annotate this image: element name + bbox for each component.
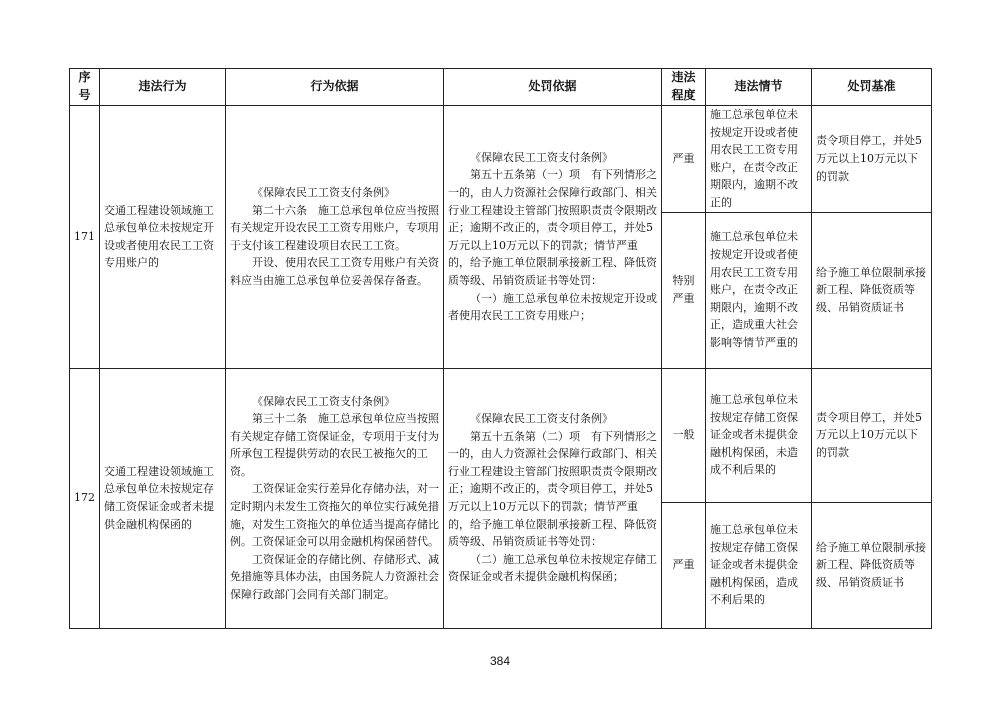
penalty-basis-paragraph: （二）施工总承包单位未按规定存储工资保证金或者未提供金融机构保函； [448, 552, 657, 584]
header-circumstance: 违法情节 [706, 69, 812, 106]
penalty-basis-title: 《保障农民工工资支付条例》 [470, 412, 613, 426]
degree-line2: 严重 [672, 292, 695, 306]
header-degree [662, 69, 706, 106]
basis-cell [226, 106, 444, 369]
degree-cell [662, 212, 706, 368]
penalty-basis-paragraph: （一）施工总承包单位未按规定开设或者使用农民工工资专用账户； [448, 291, 657, 323]
basis-title: 《保障农民工工资支付条例》 [252, 186, 395, 199]
penalty-basis-cell [444, 106, 662, 369]
header-penalty-basis: 处罚依据 [444, 69, 662, 106]
row-number: 171 [70, 106, 100, 369]
degree-line1: 特别 [672, 274, 695, 288]
basis-title: 《保障农民工工资支付条例》 [252, 394, 395, 408]
penalty-table [69, 68, 932, 629]
row-number: 172 [70, 368, 100, 628]
degree-cell: 严重 [662, 502, 706, 628]
standard-cell: 责令项目停工，并处5万元以上10万元以下的罚款 [812, 106, 932, 213]
penalty-basis-paragraph: 第五十五条第（一）项 有下列情形之一的，由人力资源社会保障行政部门、相关行业工程建设主管部门按照职责责令限期改正；逾期不改正的，责令项目停工，并处5万元以上10万元以下的罚款；情节严重的，给予施工单位限制承接新工程、降低资质等级、吊销资质证书等处罚： [448, 168, 657, 287]
degree-cell: 一般 [662, 368, 706, 502]
header-no-line1: 序 [78, 70, 91, 85]
basis-paragraph: 开设、使用农民工工资专用账户有关资料应当由施工总承包单位妥善保存备查。 [230, 256, 439, 287]
basis-paragraph: 工资保证金的存储比例、存储形式、减免措施等具体办法，由国务院人力资源社会保障行政部门会同有关部门制定。 [230, 552, 439, 602]
penalty-basis-paragraph: 第五十五条第（二）项 有下列情形之一的，由人力资源社会保障行政部门、相关行业工程建设主管部门按照职责责令限期改正；逾期不改正的，责令项目停工，并处5万元以上10万元以下的罚款；情节严重的，给予施工单位限制承接新工程、降低资质等级、吊销资质证书等处罚： [448, 429, 657, 549]
circumstance-cell: 施工总承包单位未按规定开设或者使用农民工工资专用账户，在责令改正期限内，逾期不改正的 [706, 106, 812, 213]
penalty-basis-cell [444, 368, 662, 628]
basis-paragraph: 第三十二条 施工总承包单位应当按照有关规定存储工资保证金，专项用于支付为所承包工程提供劳动的农民工被拖欠的工资。 [230, 412, 439, 478]
basis-paragraph: 工资保证金实行差异化存储办法，对一定时期内未发生工资拖欠的单位实行减免措施，对发生工资拖欠的单位适当提高存储比例。工资保证金可以用金融机构保函替代。 [230, 482, 439, 549]
circumstance-cell: 施工总承包单位未按规定存储工资保证金或者未提供金融机构保函，造成不利后果的 [706, 502, 812, 628]
degree-cell: 严重 [662, 106, 706, 213]
header-behavior: 违法行为 [100, 69, 226, 106]
page-number: 384 [489, 654, 511, 668]
header-degree-line1: 违法 [671, 70, 696, 85]
circumstance-cell: 施工总承包单位未按规定存储工资保证金或者未提供金融机构保函，未造成不利后果的 [706, 368, 812, 502]
behavior-cell: 交通工程建设领域施工总承包单位未按规定存储工资保证金或者未提供金融机构保函的 [100, 368, 226, 628]
header-basis: 行为依据 [226, 69, 444, 106]
header-no [70, 69, 100, 106]
header-row [70, 69, 932, 106]
header-no-line2: 号 [78, 88, 91, 102]
penalty-basis-title: 《保障农民工工资支付条例》 [470, 150, 613, 164]
basis-paragraph: 第二十六条 施工总承包单位应当按照有关规定开设农民工工资专用账户，专项用于支付该工程建设项目农民工工资。 [230, 203, 439, 252]
behavior-cell: 交通工程建设领域施工总承包单位未按规定开设或者使用农民工工资专用账户的 [100, 106, 226, 369]
standard-cell: 给予施工单位限制承接新工程、降低资质等级、吊销资质证书 [812, 212, 932, 368]
circumstance-cell: 施工总承包单位未按规定开设或者使用农民工工资专用账户，在责令改正期限内，逾期不改正，造成重大社会影响等情节严重的 [706, 212, 812, 368]
header-standard: 处罚基准 [812, 69, 932, 106]
standard-cell: 给予施工单位限制承接新工程、降低资质等级、吊销资质证书 [812, 502, 932, 628]
table-row-171-a [70, 106, 932, 213]
table-row-172-a [70, 368, 932, 502]
standard-cell: 责令项目停工，并处5万元以上10万元以下的罚款 [812, 368, 932, 502]
header-degree-line2: 程度 [671, 88, 696, 102]
basis-cell [226, 368, 444, 628]
